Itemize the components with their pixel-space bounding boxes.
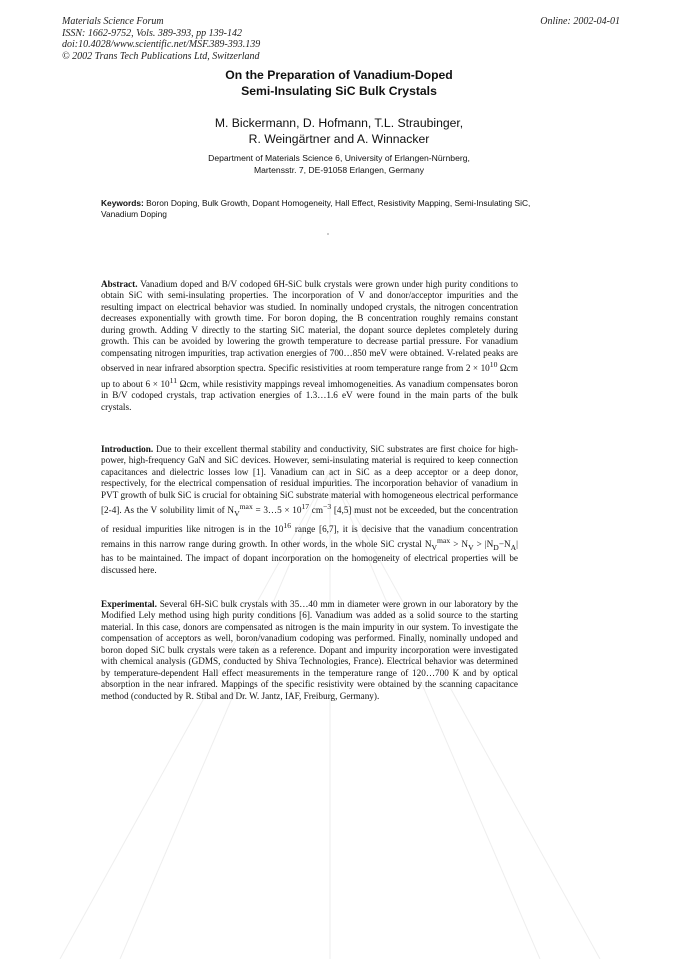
intro-text-1: Due to their excellent thermal stability and conductivity, SiC substrates are first choice for high-power, high-frequency GaN and SiC devices. However, semi-insulating material is required to keep connection capacitances and dielectric losses low [1]. Vanadium can act in SiC as a deep acceptor or a deep donor, respectively, for the electrical compensation of residual impurities. The incorporation behavior of vanadium in PVT growth of bulk SiC is crucial for obtaining SiC substrate material with homogeneous electrical performance [2-4]. As the V solubility limit of N [101, 444, 519, 516]
stray-mark [327, 233, 329, 235]
title-line-1: On the Preparation of Vanadium-Doped [225, 68, 453, 82]
keywords-label: Keywords: [101, 198, 144, 208]
intro-text-8: −N [498, 539, 511, 550]
intro-exp-17: 17 [301, 502, 310, 512]
abstract-text-3: Ωcm, while resistivity mappings reveal imhomogeneities. As vanadium compensates boron in B/V codoped crystals, trap activation energies of 1.3…1.6 eV were found in the main parts of the bulk crystals. [101, 378, 518, 412]
intro-text-2: = 3…5 × 10 [252, 505, 302, 516]
intro-sub-a: A [510, 543, 517, 553]
experimental-paragraph [101, 599, 518, 702]
affiliation-line-2: Martensstr. 7, DE-91058 Erlangen, Germany [253, 164, 425, 175]
introduction-label: Introduction. [101, 444, 154, 454]
intro-sub-v-3: V [468, 543, 474, 553]
copyright-line: © 2002 Trans Tech Publications Ltd, Switzerland [62, 50, 260, 62]
keywords-text: Boron Doping, Bulk Growth, Dopant Homogeneity, Hall Effect, Resistivity Mapping, Semi-Insulating SiC, Vanadium Doping [101, 198, 531, 219]
abstract-exponent-1: 10 [489, 360, 498, 370]
doi-line[interactable]: doi:10.4028/www.scientific.net/MSF.389-393.139 [62, 39, 261, 50]
intro-text-7: > |N [473, 539, 494, 550]
intro-text-6: > N [450, 539, 469, 550]
authors-line-1: M. Bickermann, D. Hofmann, T.L. Straubinger, [214, 116, 464, 130]
paper-title [0, 68, 678, 99]
title-line-2: Semi-Insulating SiC Bulk Crystals [241, 83, 437, 98]
experimental-text: Several 6H-SiC bulk crystals with 35…40 mm in diameter were grown in our laboratory by the Modified Lely method using high purity conditions [6]. Vanadium was added as a solid source to the starting material. In this case, donors are compensated as nitrogen is the main impurity in our system. To investigate the compensation of acceptors as well, boron/vanadium codoping was performed. Finally, nominally undoped and boron doped SiC bulk crystals were taken as a reference. Dopant and impurity incorporation were investigated with chemical analysis (GDMS, conducted by Shiva Technologies, France). Electrical behavior was determined by temperature-dependent Hall effect measurements in the temperature range of 120…700 K and by optical absorption in the near infrared. Mappings of the specific resistivity were obtained by the scanning capacitance method (conducted by R. Stibal and Dr. W. Jantz, IAF, Freiburg, Germany). [101, 599, 518, 701]
abstract-text-1: Vanadium doped and B/V codoped 6H-SiC bulk crystals were grown under high purity conditions to obtain SiC with semi-insulating properties. The incorporation of V and donor/acceptor impurities and the resulting impact on electrical behavior was studied. In nominally undoped crystals, the nitrogen concentration decreases exponentially with growth time. For boron doping, the B concentration roughly remains constant during growth. Adding V directly to the starting SiC material, the dopant source depletes completely during growth. This can be avoided by lowering the growth temperature to decrease partial pressure. For vanadium compensating nitrogen impurities, trap activation energies of 700…850 meV were obtained. V-related peaks are observed in near infrared absorption spectra. Specific resistivities at room temperature range from 2 × 10 [101, 279, 518, 374]
affiliation-line-1: Department of Materials Science 6, University of Erlangen-Nürnberg, [208, 153, 470, 163]
authors-line-2: R. Weingärtner and A. Winnacker [248, 131, 430, 146]
affiliation [0, 153, 678, 176]
introduction-paragraph [101, 444, 518, 576]
intro-sub-v: V [234, 509, 240, 519]
intro-text-5: range [6,7], it is decisive that the vanadium concentration remains in this narrow range during growth. In other words, in the whole SiC crystal N [101, 523, 519, 550]
intro-text-9: | has to be maintained. The impact of dopant incorporation on the homogeneity of electrical properties will be discussed here. [101, 539, 519, 575]
author-list [0, 116, 678, 147]
journal-header [62, 16, 260, 62]
issn-line: ISSN: 1662-9752, Vols. 389-393, pp 139-142 [62, 27, 242, 39]
intro-sub-v-2: V [431, 543, 438, 553]
intro-exp-neg3: −3 [323, 502, 332, 512]
journal-name: Materials Science Forum [62, 16, 164, 27]
intro-exp-16: 16 [283, 520, 292, 530]
keywords [101, 198, 531, 220]
abstract-paragraph [101, 279, 518, 413]
intro-text-3: cm [309, 505, 324, 516]
experimental-label: Experimental. [101, 599, 157, 609]
abstract-label: Abstract. [101, 279, 138, 289]
abstract-text-2: Ωcm up to about 6 × 10 [101, 363, 518, 389]
intro-text-4: [4,5] must not be exceeded, but the concentration of residual impurities like nitrogen is in the 10 [101, 505, 518, 534]
intro-sup-max-2: max [437, 536, 451, 546]
intro-sub-d: D [493, 543, 499, 553]
intro-sup-max: max [239, 502, 253, 512]
abstract-exponent-2: 11 [169, 375, 178, 385]
online-date: Online: 2002-04-01 [540, 16, 620, 27]
